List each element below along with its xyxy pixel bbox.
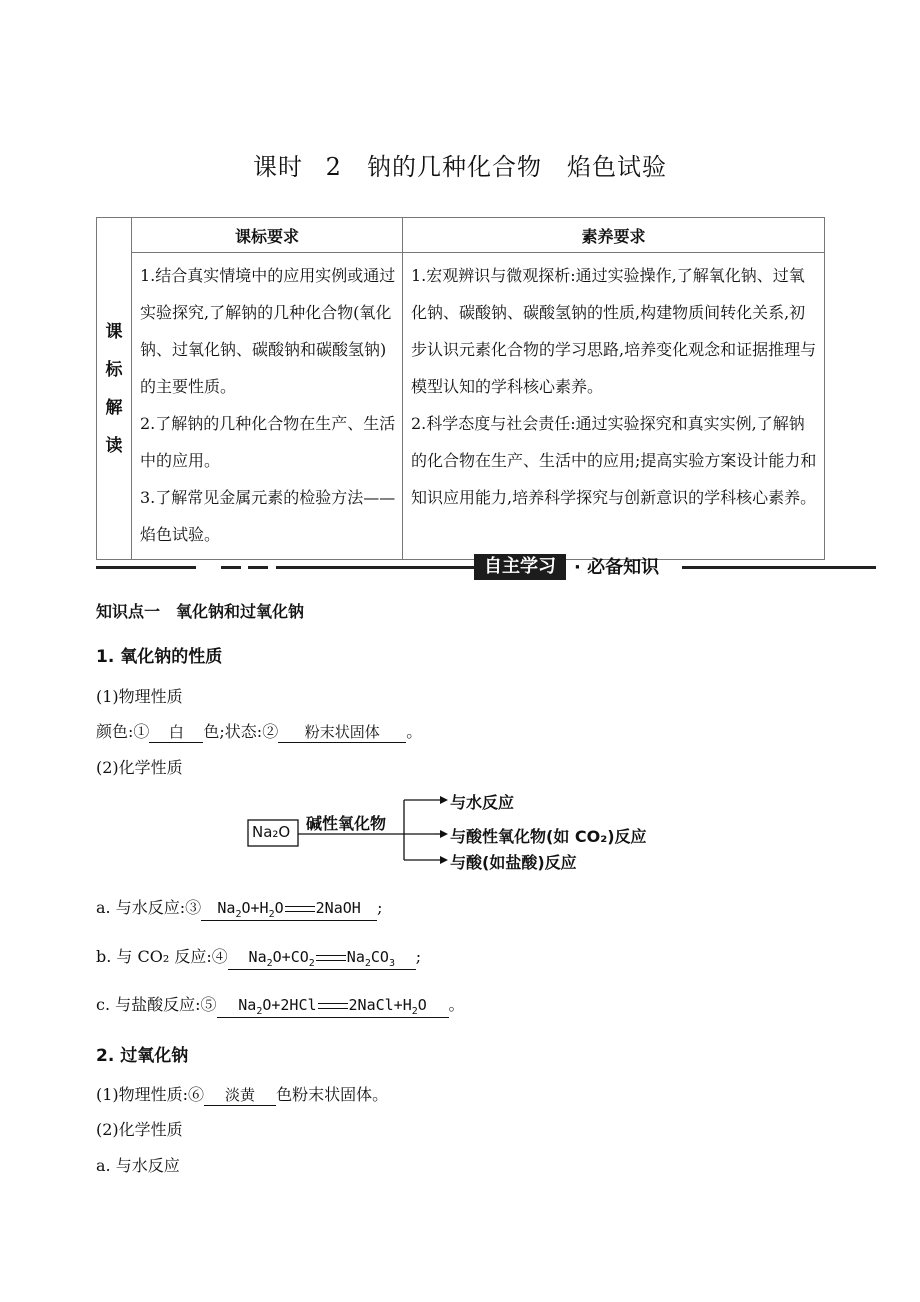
knowledge-point-title: 知识点一 氧化钠和过氧化钠 bbox=[96, 602, 305, 621]
na2o-diagram bbox=[244, 790, 684, 872]
literacy-requirements: 1.宏观辨识与微观探析:通过实验操作,了解氧化钠、过氧化钠、碳酸钠、碳酸氢钠的性质,构建物质间转化关系,初步认识元素化合物的学习思路,培养变化观念和证据推理与模型认知的学科核心素养。 2.科学态度与社会责任:通过实验探究和真实实例,了解钠的化合物在生产、生活中的应用;提高实验方案设计能力和知识应用能力,培养科学探究与创新意识的学科核心素养。 bbox=[403, 253, 825, 560]
answer-blank-6: 淡黄 bbox=[204, 1084, 276, 1106]
physical-properties-heading: (1)物理性质 bbox=[96, 687, 183, 706]
curriculum-requirements: 1.结合真实情境中的应用实例或通过实验探究,了解钠的几种化合物(氧化钠、过氧化钠、碳酸钠和碳酸氢钠)的主要性质。 2.了解钠的几种化合物在生产、生活中的应用。 3.了解常见金属元素的检验方法——焰色试验。 bbox=[132, 253, 403, 560]
diagram-formula: Na₂O bbox=[252, 823, 291, 841]
section-heading-2: 2. 过氧化钠 bbox=[96, 1046, 189, 1066]
header-literacy: 素养要求 bbox=[403, 218, 825, 253]
banner-box: 自主学习 bbox=[474, 554, 566, 580]
diagram-branch-acid: 与酸(如盐酸)反应 bbox=[450, 853, 577, 872]
peroxide-chemical-heading: (2)化学性质 bbox=[96, 1120, 183, 1139]
curriculum-table bbox=[96, 217, 825, 560]
reaction-b: b. 与 CO₂ 反应:④ $Na_2O+CO_2$ $Na_2CO_3$ ; bbox=[96, 947, 422, 969]
physical-properties-line: 颜色:① 白 色;状态:② 粉末状固体 。 bbox=[96, 722, 423, 741]
reaction-c: c. 与盐酸反应:⑤ $Na_2O+2HCl$ $2NaCl+H_2O$ 。 bbox=[96, 995, 465, 1017]
answer-blank-4: $Na_2O+CO_2$ $Na_2CO_3$ bbox=[228, 948, 416, 970]
diagram-branch-water: 与水反应 bbox=[450, 793, 515, 812]
chemical-properties-heading: (2)化学性质 bbox=[96, 758, 183, 777]
diagram-label: 碱性氧化物 bbox=[306, 814, 387, 833]
arrow-head bbox=[440, 856, 448, 864]
arrow-head bbox=[440, 796, 448, 804]
peroxide-water-reaction: a. 与水反应 bbox=[96, 1156, 180, 1175]
answer-blank-1: 白 bbox=[149, 721, 203, 743]
header-curriculum: 课标要求 bbox=[132, 218, 403, 253]
arrow-head bbox=[440, 830, 448, 838]
side-label: 课 标 解 读 bbox=[97, 218, 132, 560]
page-title: 课时 2 钠的几种化合物 焰色试验 bbox=[253, 153, 667, 181]
peroxide-physical-line: (1)物理性质:⑥ 淡黄 色粉末状固体。 bbox=[96, 1085, 389, 1104]
reaction-a: a. 与水反应:③ $Na_2O+H_2O$ 2NaOH ; bbox=[96, 898, 383, 920]
answer-blank-5: $Na_2O+2HCl$ $2NaCl+H_2O$ bbox=[217, 996, 449, 1018]
diagram-branch-acidic-oxide: 与酸性氧化物(如 CO₂)反应 bbox=[450, 827, 647, 846]
answer-blank-2: 粉末状固体 bbox=[278, 721, 406, 743]
answer-blank-3: $Na_2O+H_2O$ 2NaOH bbox=[201, 899, 377, 921]
banner-text: · 必备知识 bbox=[574, 557, 660, 578]
section-heading-1: 1. 氧化钠的性质 bbox=[96, 647, 223, 667]
